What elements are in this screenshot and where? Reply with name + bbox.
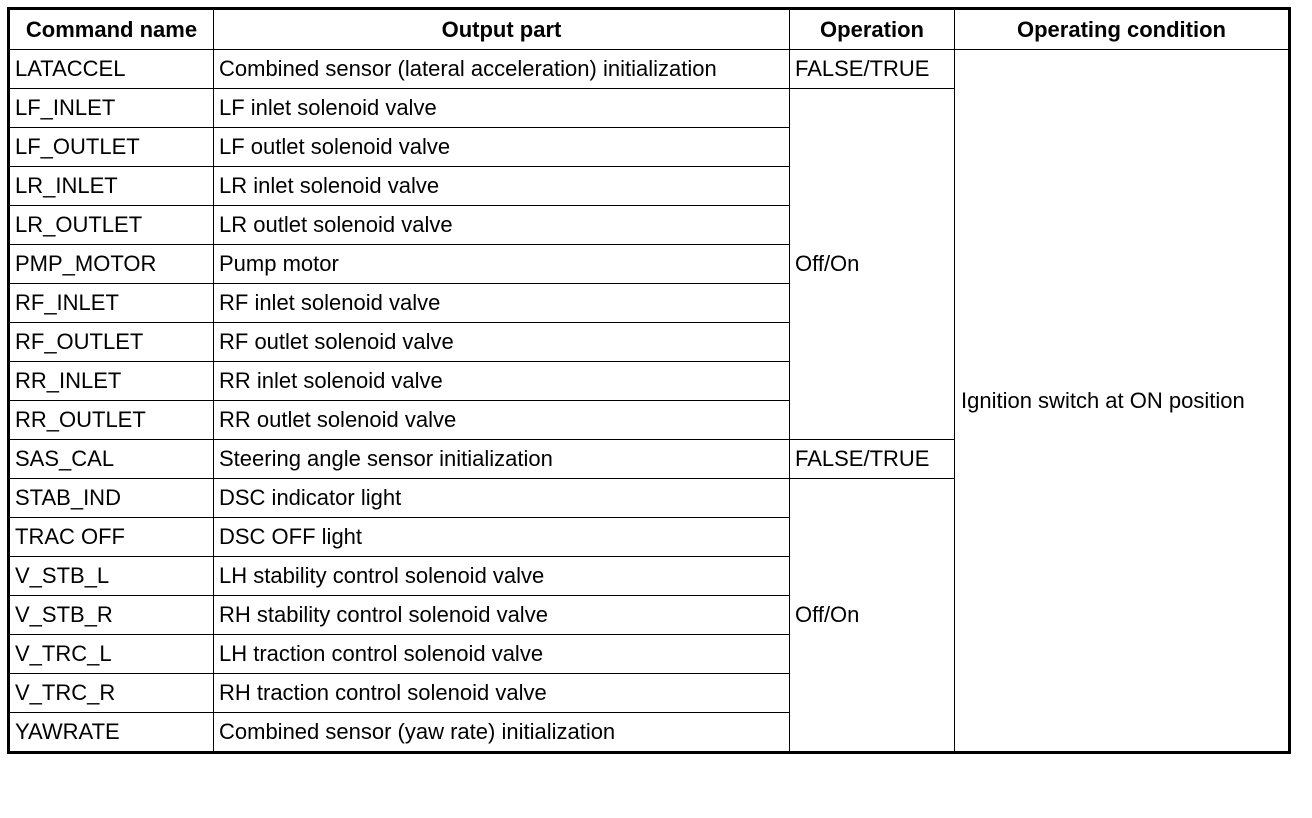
output-part-cell: LR inlet solenoid valve — [214, 167, 790, 206]
header-row — [9, 9, 1290, 50]
operation-cell: Off/On — [790, 479, 955, 753]
command-name-cell: STAB_IND — [9, 479, 214, 518]
output-part-cell: RF outlet solenoid valve — [214, 323, 790, 362]
output-part-cell: LF outlet solenoid valve — [214, 128, 790, 167]
command-name-cell: YAWRATE — [9, 713, 214, 753]
table-row — [9, 50, 1290, 89]
command-name-cell: PMP_MOTOR — [9, 245, 214, 284]
command-name-cell: LR_OUTLET — [9, 206, 214, 245]
operation-cell: FALSE/TRUE — [790, 440, 955, 479]
header-output-part: Output part — [214, 9, 790, 50]
command-name-cell: V_STB_R — [9, 596, 214, 635]
command-name-cell: LF_OUTLET — [9, 128, 214, 167]
operation-cell: Off/On — [790, 89, 955, 440]
header-operating-condition: Operating condition — [955, 9, 1290, 50]
output-part-cell: RH stability control solenoid valve — [214, 596, 790, 635]
command-name-cell: RR_OUTLET — [9, 401, 214, 440]
command-name-cell: TRAC OFF — [9, 518, 214, 557]
command-name-cell: RR_INLET — [9, 362, 214, 401]
command-table — [7, 7, 1291, 754]
output-part-cell: Pump motor — [214, 245, 790, 284]
output-part-cell: DSC indicator light — [214, 479, 790, 518]
output-part-cell: RH traction control solenoid valve — [214, 674, 790, 713]
header-operation: Operation — [790, 9, 955, 50]
command-name-cell: V_TRC_L — [9, 635, 214, 674]
output-part-cell: Combined sensor (yaw rate) initialization — [214, 713, 790, 753]
command-name-cell: LF_INLET — [9, 89, 214, 128]
command-name-cell: V_TRC_R — [9, 674, 214, 713]
output-part-cell: DSC OFF light — [214, 518, 790, 557]
table-body — [9, 50, 1290, 753]
command-name-cell: LATACCEL — [9, 50, 214, 89]
command-name-cell: RF_OUTLET — [9, 323, 214, 362]
output-part-cell: LH traction control solenoid valve — [214, 635, 790, 674]
header-command-name: Command name — [9, 9, 214, 50]
output-part-cell: LH stability control solenoid valve — [214, 557, 790, 596]
command-name-cell: RF_INLET — [9, 284, 214, 323]
command-name-cell: SAS_CAL — [9, 440, 214, 479]
command-name-cell: LR_INLET — [9, 167, 214, 206]
command-name-cell: V_STB_L — [9, 557, 214, 596]
output-part-cell: Combined sensor (lateral acceleration) initialization — [214, 50, 790, 89]
operating-condition-cell: Ignition switch at ON position — [955, 50, 1290, 753]
output-part-cell: RR inlet solenoid valve — [214, 362, 790, 401]
operation-cell: FALSE/TRUE — [790, 50, 955, 89]
output-part-cell: LR outlet solenoid valve — [214, 206, 790, 245]
output-part-cell: LF inlet solenoid valve — [214, 89, 790, 128]
output-part-cell: Steering angle sensor initialization — [214, 440, 790, 479]
output-part-cell: RF inlet solenoid valve — [214, 284, 790, 323]
output-part-cell: RR outlet solenoid valve — [214, 401, 790, 440]
